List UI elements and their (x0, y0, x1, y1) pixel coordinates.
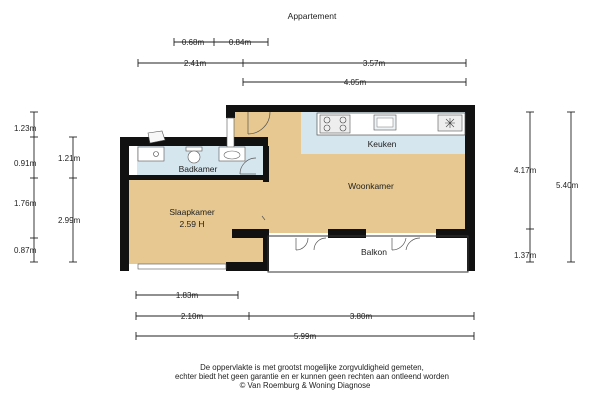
footer-line-3: © Van Roemburg & Woning Diagnose (239, 381, 371, 390)
kitchen-counter (317, 113, 465, 135)
cooktop-icon (320, 115, 350, 133)
dim-left-176: 1.76m (14, 199, 37, 208)
sink-icon (374, 115, 396, 130)
dim-top-084: 0.84m (228, 38, 252, 47)
footer-line-2: echter biedt het geen garantie en er kunnen geen rechten aan ontleend worden (175, 372, 449, 381)
dim-left-091: 0.91m (14, 159, 37, 168)
dim-bottom-599: 5.99m (293, 332, 317, 341)
left-dimensions (30, 112, 77, 262)
dim-left-123: 1.23m (14, 124, 37, 133)
dim-left-087: 0.87m (14, 246, 37, 255)
dim-top-068: 0.68m (181, 38, 205, 47)
dim-right-137: 1.37m (514, 251, 537, 260)
label-slaapkamer-height: 2.59 H (179, 219, 205, 229)
label-balkon: Balkon (361, 247, 387, 257)
dim-right-417: 4.17m (514, 166, 537, 175)
bedroom-window (138, 264, 226, 269)
dim-right-540: 5.40m (556, 181, 579, 190)
washbasin-icon (219, 147, 245, 161)
fan-icon (438, 115, 462, 131)
living-window-left (227, 118, 234, 148)
footer-line-1: De oppervlakte is met grootst mogelijke zorgvuldigheid gemeten, (200, 363, 424, 372)
plan-title: Appartement (287, 11, 337, 21)
label-badkamer: Badkamer (178, 164, 218, 174)
label-slaapkamer: Slaapkamer (169, 207, 215, 217)
label-keuken: Keuken (367, 139, 397, 149)
dim-left-299: 2.99m (58, 216, 81, 225)
dim-bottom-380: 3.80m (349, 312, 373, 321)
dim-top-357: 3.57m (362, 59, 386, 68)
label-woonkamer: Woonkamer (348, 181, 394, 191)
dim-left-121: 1.21m (58, 154, 81, 163)
dim-bottom-210: 2.10m (180, 312, 204, 321)
dim-top-241: 2.41m (183, 59, 207, 68)
dim-top-405: 4.05m (343, 78, 367, 87)
dim-bottom-183: 1.83m (175, 291, 199, 300)
